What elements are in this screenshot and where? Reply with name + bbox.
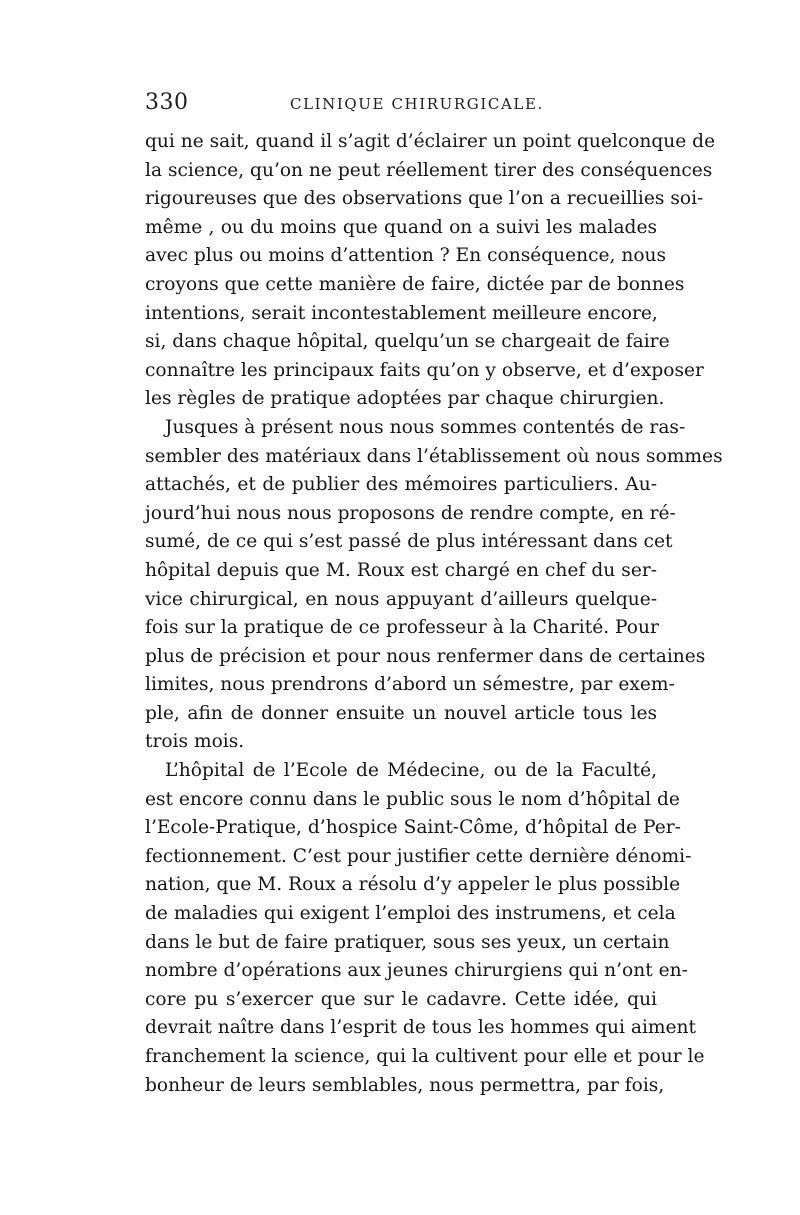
text-line: bonheur de leurs semblables, nous permettra, par fois, [145,1074,665,1096]
text-line: rigoureuses que des observations que l’on a recueillies soi- [145,188,704,210]
text-line: intentions, serait incontestablement meilleure encore, [145,302,658,324]
text-line: dans le but de faire pratiquer, sous ses yeux, un certain [145,931,670,953]
text-line: croyons que cette manière de faire, dictée par de bonnes [145,273,685,295]
text-line: hôpital depuis que M. Roux est chargé en chef du ser- [145,559,657,581]
text-line: devrait naître dans l’esprit de tous les hommes qui aiment [145,1017,696,1039]
text-line: limites, nous prendrons d’abord un sémestre, par exem- [145,674,675,696]
text-line: connaître les principaux faits qu’on y observe, et d’exposer [145,359,704,381]
text-line: jourd’hui nous nous proposons de rendre compte, en ré- [145,502,676,524]
text-line: nation, que M. Roux a résolu d’y appeler le plus possible [145,874,681,896]
body-text [145,128,723,1100]
text-line: franchement la science, qui la cultivent pour elle et pour le [145,1046,705,1067]
text-line: si, dans chaque hôpital, quelqu’un se chargeait de faire [145,331,670,353]
text-line: de maladies qui exigent l’emploi des instrumens, et cela [145,903,676,925]
text-line: Jusques à présent nous nous sommes contentés de ras- [165,416,686,438]
text-line: même , ou du moins que quand on a suivi les malades [145,216,657,238]
text-line: avec plus ou moins d’attention ? En conséquence, nous [145,245,667,267]
text-line: ple, afin de donner ensuite un nouvel article tous les [145,702,657,724]
text-line: fectionnement. C’est pour justifier cette dernière dénomi- [145,845,692,867]
text-line: l’Ecole-Pratique, d’hospice Saint-Côme, d’hôpital de Per- [145,817,681,839]
text-line: sembler des matériaux dans l’établissement où nous sommes [145,445,723,467]
text-line: vice chirurgical, en nous appuyant d’ailleurs quelque- [145,588,657,610]
text-line: plus de précision et pour nous renfermer dans de certaines [145,645,706,667]
text-line: sumé, de ce qui s’est passé de plus intéressant dans cet [145,531,673,553]
page-number: 330 [145,90,189,115]
running-title: CLINIQUE CHIRURGICALE. [290,95,544,113]
page-header [145,86,660,118]
text-line: L’hôpital de l’Ecole de Médecine, ou de la Faculté, [165,760,657,782]
text-line: core pu s’exercer que sur le cadavre. Cette idée, qui [145,988,657,1010]
text-line: trois mois. [145,731,245,753]
text-line: qui ne sait, quand il s’agit d’éclairer un point quelconque de [145,131,716,152]
text-line: la science, qu’on ne peut réellement tirer des conséquences [145,159,713,181]
text-line: fois sur la pratique de ce professeur à la Charité. Pour [145,617,659,639]
text-line: attachés, et de publier des mémoires particuliers. Au- [145,474,657,496]
text-line: nombre d’opérations aux jeunes chirurgiens qui n’ont en- [145,960,688,982]
text-line: est encore connu dans le public sous le nom d’hôpital de [145,788,680,810]
text-line: les règles de pratique adoptées par chaque chirurgien. [145,388,665,410]
